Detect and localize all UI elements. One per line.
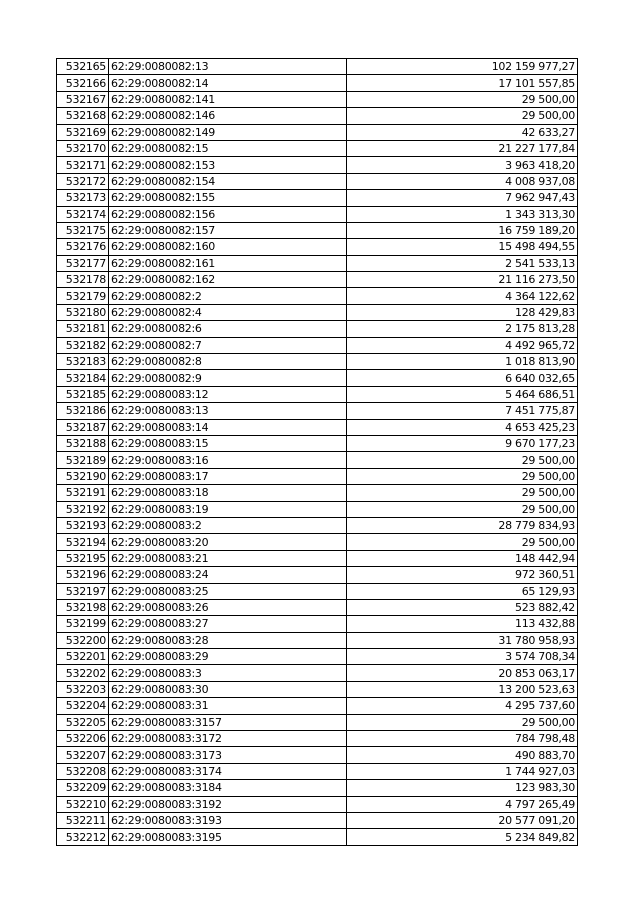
row-number-cell: 532174 — [57, 206, 109, 222]
row-number-cell: 532178 — [57, 272, 109, 288]
row-number-cell: 532179 — [57, 288, 109, 304]
cadastral-value-cell: 29 500,00 — [347, 91, 578, 107]
table-row — [57, 698, 578, 714]
cadastral-value-cell: 21 227 177,84 — [347, 140, 578, 156]
row-number-cell: 532165 — [57, 59, 109, 75]
table-row — [57, 321, 578, 337]
cadastral-value-cell: 4 797 265,49 — [347, 796, 578, 812]
table-row — [57, 599, 578, 615]
row-number-cell: 532171 — [57, 157, 109, 173]
table-row — [57, 485, 578, 501]
cadastral-number-cell: 62:29:0080083:3195 — [109, 829, 347, 845]
row-number-cell: 532186 — [57, 403, 109, 419]
row-number-cell: 532202 — [57, 665, 109, 681]
cadastral-number-cell: 62:29:0080082:157 — [109, 222, 347, 238]
row-number-cell: 532201 — [57, 649, 109, 665]
cadastral-value-cell: 9 670 177,23 — [347, 435, 578, 451]
cadastral-value-cell: 15 498 494,55 — [347, 239, 578, 255]
cadastral-value-cell: 2 541 533,13 — [347, 255, 578, 271]
cadastral-value-cell: 4 492 965,72 — [347, 337, 578, 353]
cadastral-value-cell: 7 451 775,87 — [347, 403, 578, 419]
cadastral-value-cell: 148 442,94 — [347, 550, 578, 566]
table-row — [57, 517, 578, 533]
cadastral-number-cell: 62:29:0080083:3193 — [109, 812, 347, 828]
row-number-cell: 532194 — [57, 534, 109, 550]
row-number-cell: 532173 — [57, 190, 109, 206]
row-number-cell: 532198 — [57, 599, 109, 615]
cadastral-number-cell: 62:29:0080083:12 — [109, 386, 347, 402]
cadastral-value-cell: 3 963 418,20 — [347, 157, 578, 173]
cadastral-number-cell: 62:29:0080083:19 — [109, 501, 347, 517]
cadastral-value-cell: 65 129,93 — [347, 583, 578, 599]
table-row — [57, 108, 578, 124]
row-number-cell: 532176 — [57, 239, 109, 255]
cadastral-number-cell: 62:29:0080082:14 — [109, 75, 347, 91]
row-number-cell: 532180 — [57, 304, 109, 320]
row-number-cell: 532188 — [57, 435, 109, 451]
row-number-cell: 532175 — [57, 222, 109, 238]
cadastral-number-cell: 62:29:0080082:6 — [109, 321, 347, 337]
row-number-cell: 532169 — [57, 124, 109, 140]
cadastral-value-cell: 20 577 091,20 — [347, 812, 578, 828]
cadastral-value-cell: 4 008 937,08 — [347, 173, 578, 189]
cadastral-value-cell: 1 018 813,90 — [347, 354, 578, 370]
cadastral-number-cell: 62:29:0080083:24 — [109, 567, 347, 583]
cadastral-value-cell: 13 200 523,63 — [347, 681, 578, 697]
table-row — [57, 452, 578, 468]
table-row — [57, 419, 578, 435]
row-number-cell: 532192 — [57, 501, 109, 517]
table-row — [57, 190, 578, 206]
table-row — [57, 255, 578, 271]
cadastral-value-cell: 972 360,51 — [347, 567, 578, 583]
row-number-cell: 532170 — [57, 140, 109, 156]
cadastral-number-cell: 62:29:0080082:153 — [109, 157, 347, 173]
cadastral-number-cell: 62:29:0080082:160 — [109, 239, 347, 255]
row-number-cell: 532197 — [57, 583, 109, 599]
cadastral-value-cell: 29 500,00 — [347, 714, 578, 730]
row-number-cell: 532204 — [57, 698, 109, 714]
cadastral-number-cell: 62:29:0080082:7 — [109, 337, 347, 353]
cadastral-number-cell: 62:29:0080082:149 — [109, 124, 347, 140]
cadastral-number-cell: 62:29:0080083:25 — [109, 583, 347, 599]
table-row — [57, 206, 578, 222]
table-row — [57, 747, 578, 763]
table-row — [57, 649, 578, 665]
cadastral-number-cell: 62:29:0080083:14 — [109, 419, 347, 435]
cadastral-number-cell: 62:29:0080083:26 — [109, 599, 347, 615]
cadastral-value-cell: 4 653 425,23 — [347, 419, 578, 435]
cadastral-number-cell: 62:29:0080082:2 — [109, 288, 347, 304]
row-number-cell: 532166 — [57, 75, 109, 91]
cadastral-number-cell: 62:29:0080083:3172 — [109, 731, 347, 747]
row-number-cell: 532182 — [57, 337, 109, 353]
row-number-cell: 532199 — [57, 616, 109, 632]
cadastral-value-cell: 128 429,83 — [347, 304, 578, 320]
row-number-cell: 532187 — [57, 419, 109, 435]
cadastral-number-cell: 62:29:0080083:17 — [109, 468, 347, 484]
cadastral-number-cell: 62:29:0080083:29 — [109, 649, 347, 665]
row-number-cell: 532185 — [57, 386, 109, 402]
table-row — [57, 288, 578, 304]
cadastral-value-cell: 28 779 834,93 — [347, 517, 578, 533]
cadastral-number-cell: 62:29:0080083:21 — [109, 550, 347, 566]
cadastral-value-cell: 4 364 122,62 — [347, 288, 578, 304]
cadastral-value-cell: 490 883,70 — [347, 747, 578, 763]
cadastral-number-cell: 62:29:0080083:31 — [109, 698, 347, 714]
row-number-cell: 532189 — [57, 452, 109, 468]
cadastral-value-cell: 4 295 737,60 — [347, 698, 578, 714]
table-row — [57, 173, 578, 189]
row-number-cell: 532190 — [57, 468, 109, 484]
row-number-cell: 532203 — [57, 681, 109, 697]
cadastral-number-cell: 62:29:0080083:3184 — [109, 780, 347, 796]
cadastral-number-cell: 62:29:0080083:3173 — [109, 747, 347, 763]
cadastral-number-cell: 62:29:0080082:162 — [109, 272, 347, 288]
cadastral-number-cell: 62:29:0080082:9 — [109, 370, 347, 386]
table-row — [57, 796, 578, 812]
table-row — [57, 386, 578, 402]
table-row — [57, 567, 578, 583]
cadastral-value-cell: 5 234 849,82 — [347, 829, 578, 845]
table-row — [57, 829, 578, 845]
table-row — [57, 435, 578, 451]
table-row — [57, 75, 578, 91]
row-number-cell: 532183 — [57, 354, 109, 370]
row-number-cell: 532200 — [57, 632, 109, 648]
cadastral-number-cell: 62:29:0080082:146 — [109, 108, 347, 124]
cadastral-value-cell: 17 101 557,85 — [347, 75, 578, 91]
cadastral-value-cell: 523 882,42 — [347, 599, 578, 615]
row-number-cell: 532212 — [57, 829, 109, 845]
table-row — [57, 501, 578, 517]
cadastral-value-cell: 29 500,00 — [347, 501, 578, 517]
table-row — [57, 140, 578, 156]
cadastral-number-cell: 62:29:0080083:20 — [109, 534, 347, 550]
cadastral-value-cell: 123 983,30 — [347, 780, 578, 796]
row-number-cell: 532206 — [57, 731, 109, 747]
row-number-cell: 532172 — [57, 173, 109, 189]
row-number-cell: 532209 — [57, 780, 109, 796]
table-row — [57, 370, 578, 386]
table-row — [57, 616, 578, 632]
cadastral-number-cell: 62:29:0080083:3157 — [109, 714, 347, 730]
cadastral-value-cell: 29 500,00 — [347, 485, 578, 501]
row-number-cell: 532207 — [57, 747, 109, 763]
cadastral-number-cell: 62:29:0080082:155 — [109, 190, 347, 206]
table-row — [57, 763, 578, 779]
cadastral-value-cell: 29 500,00 — [347, 468, 578, 484]
cadastral-value-cell: 21 116 273,50 — [347, 272, 578, 288]
table-row — [57, 239, 578, 255]
cadastral-value-cell: 1 343 313,30 — [347, 206, 578, 222]
cadastral-value-cell: 42 633,27 — [347, 124, 578, 140]
table-row — [57, 157, 578, 173]
cadastral-number-cell: 62:29:0080083:3 — [109, 665, 347, 681]
row-number-cell: 532211 — [57, 812, 109, 828]
row-number-cell: 532205 — [57, 714, 109, 730]
cadastral-number-cell: 62:29:0080082:13 — [109, 59, 347, 75]
cadastral-value-cell: 7 962 947,43 — [347, 190, 578, 206]
row-number-cell: 532193 — [57, 517, 109, 533]
table-row — [57, 354, 578, 370]
cadastral-value-table — [56, 58, 578, 846]
table-row — [57, 468, 578, 484]
cadastral-value-cell: 5 464 686,51 — [347, 386, 578, 402]
row-number-cell: 532181 — [57, 321, 109, 337]
cadastral-value-cell: 784 798,48 — [347, 731, 578, 747]
table-row — [57, 59, 578, 75]
cadastral-number-cell: 62:29:0080082:141 — [109, 91, 347, 107]
cadastral-number-cell: 62:29:0080083:27 — [109, 616, 347, 632]
table-body — [57, 59, 578, 846]
cadastral-number-cell: 62:29:0080083:16 — [109, 452, 347, 468]
table-row — [57, 272, 578, 288]
cadastral-value-cell: 1 744 927,03 — [347, 763, 578, 779]
cadastral-value-cell: 29 500,00 — [347, 534, 578, 550]
row-number-cell: 532191 — [57, 485, 109, 501]
cadastral-number-cell: 62:29:0080082:156 — [109, 206, 347, 222]
table-row — [57, 731, 578, 747]
table-row — [57, 780, 578, 796]
cadastral-number-cell: 62:29:0080083:15 — [109, 435, 347, 451]
row-number-cell: 532184 — [57, 370, 109, 386]
table-row — [57, 714, 578, 730]
table-row — [57, 632, 578, 648]
table-row — [57, 222, 578, 238]
table-row — [57, 91, 578, 107]
cadastral-value-cell: 29 500,00 — [347, 108, 578, 124]
table-row — [57, 403, 578, 419]
row-number-cell: 532196 — [57, 567, 109, 583]
table-row — [57, 337, 578, 353]
cadastral-number-cell: 62:29:0080083:30 — [109, 681, 347, 697]
table-row — [57, 583, 578, 599]
cadastral-number-cell: 62:29:0080083:18 — [109, 485, 347, 501]
row-number-cell: 532210 — [57, 796, 109, 812]
cadastral-number-cell: 62:29:0080083:3174 — [109, 763, 347, 779]
cadastral-value-cell: 2 175 813,28 — [347, 321, 578, 337]
cadastral-value-cell: 16 759 189,20 — [347, 222, 578, 238]
cadastral-value-cell: 20 853 063,17 — [347, 665, 578, 681]
row-number-cell: 532195 — [57, 550, 109, 566]
table-row — [57, 550, 578, 566]
cadastral-value-cell: 6 640 032,65 — [347, 370, 578, 386]
row-number-cell: 532177 — [57, 255, 109, 271]
cadastral-number-cell: 62:29:0080082:154 — [109, 173, 347, 189]
table-row — [57, 534, 578, 550]
cadastral-number-cell: 62:29:0080082:4 — [109, 304, 347, 320]
table-row — [57, 304, 578, 320]
cadastral-number-cell: 62:29:0080083:13 — [109, 403, 347, 419]
cadastral-value-cell: 102 159 977,27 — [347, 59, 578, 75]
cadastral-value-cell: 29 500,00 — [347, 452, 578, 468]
table-row — [57, 681, 578, 697]
table-row — [57, 812, 578, 828]
row-number-cell: 532168 — [57, 108, 109, 124]
cadastral-number-cell: 62:29:0080082:8 — [109, 354, 347, 370]
row-number-cell: 532208 — [57, 763, 109, 779]
table-row — [57, 124, 578, 140]
cadastral-number-cell: 62:29:0080082:15 — [109, 140, 347, 156]
cadastral-value-cell: 113 432,88 — [347, 616, 578, 632]
cadastral-value-cell: 31 780 958,93 — [347, 632, 578, 648]
table-row — [57, 665, 578, 681]
cadastral-number-cell: 62:29:0080083:28 — [109, 632, 347, 648]
cadastral-number-cell: 62:29:0080083:3192 — [109, 796, 347, 812]
cadastral-value-cell: 3 574 708,34 — [347, 649, 578, 665]
cadastral-number-cell: 62:29:0080083:2 — [109, 517, 347, 533]
cadastral-number-cell: 62:29:0080082:161 — [109, 255, 347, 271]
row-number-cell: 532167 — [57, 91, 109, 107]
